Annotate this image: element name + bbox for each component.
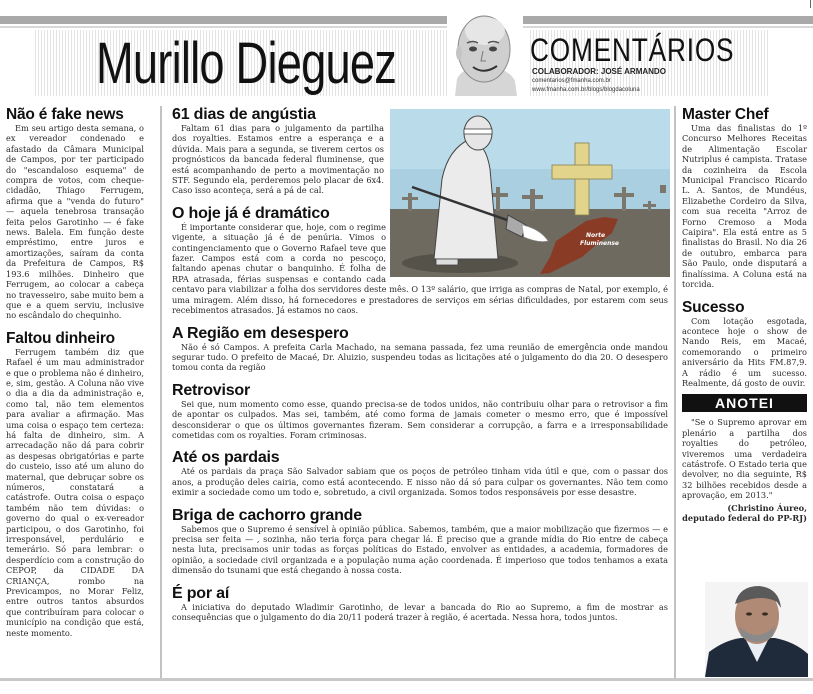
article-retrovisor xyxy=(172,382,668,441)
column-divider-right xyxy=(674,106,676,678)
header-top-bar xyxy=(0,16,813,24)
columnist-portrait xyxy=(447,9,523,96)
article-ate-os-pardais xyxy=(172,449,668,497)
article-title: Briga de cachorro grande xyxy=(172,506,362,524)
bottom-rule xyxy=(0,678,813,681)
header-top-line xyxy=(0,26,813,28)
article-sucesso xyxy=(682,299,807,389)
columnist-name: Murillo Dieguez xyxy=(96,31,397,96)
article-title: Até os pardais xyxy=(172,449,280,467)
section-title: COMENTÁRIOS xyxy=(530,32,735,68)
blog-link[interactable]: www.fmanha.com.br/blogs/blogdacoluna xyxy=(532,87,640,93)
article-body-text: É importante considerar que, hoje, com o regime vigente, a situação já é de penúria. Vimos o contingenciamento que o Governo Rafael teve que fazer. Campos está com a corda no pescoço, faltando apenas chutar o banquinho. É folha de RPA atrasada, férias suspensas e contando cada centavo para viabilizar a folha dos servidores deste mês. O 13º salário, que irriga as compras de Natal, por exemplo, é uma miragem. Além disso, há fornecedores e prestadores de serviços em sérias dificuldades, por estarem com seus recebimentos atrasados. Já estamos no caos. xyxy=(172,221,668,316)
quote-text: "Se o Supremo aprovar em plenário a partilha dos royalties do petróleo, viveremos uma verdadeira catástrofe. O Estado teria que devolver, no dia seguinte, R$ 32 bilhões recebidos desde a aprovação, em 2013." xyxy=(682,417,808,501)
contact-email[interactable]: comentarios@fmanha.com.br xyxy=(532,78,611,84)
article-title: É por aí xyxy=(172,584,230,602)
left-column xyxy=(6,106,144,647)
article-faltou-dinheiro xyxy=(6,330,144,638)
deputy-photo xyxy=(705,582,808,677)
map-label: Fluminense xyxy=(580,240,619,247)
article-regiao xyxy=(172,325,668,373)
editorial-cartoon xyxy=(390,109,670,277)
article-title: 61 dias de angústia xyxy=(172,106,316,123)
anotei-quote xyxy=(682,417,807,523)
article-briga xyxy=(172,507,668,576)
article-title: Não é fake news xyxy=(6,106,124,123)
column-divider-left xyxy=(160,106,162,678)
map-label: Norte xyxy=(586,232,606,239)
article-body: Com lotação esgotada, acontece hoje o show de Nando Reis, em Macaé, comemorando o primeiro aniversário da Hits FM.87,9. A rádio é um sucesso. Realmente, dá gosto de ouvir. xyxy=(682,315,807,388)
article-title: Master Chef xyxy=(682,106,769,123)
article-body: Até os pardais da praça São Salvador sabiam que os poços de petróleo tinham vida útil e que, com o passar dos anos, a produção deles cairia, como está acontecendo. E nisso não dá só para culpar os governantes. Não tem como eximir a sociedade como um todo e, sobretudo, a civil organizada. Somos todos responsáveis por esse desastre. xyxy=(172,466,668,498)
article-body: Uma das finalistas do 1º Concurso Melhores Receitas de Alimentação Escolar Nutriplus é campista. Tratase da cozinheira da Escola Municipal Francisco Ricardo L. A. Santos, de Mundéus, Elizabethe Cordeiro da Silva, com sua receita "Arroz de Forno Cremoso a Moda Caipira". Ela está entre as 5 finalistas do Brasil. No dia 26 de outubro, embarca para São Paulo, onde disputará a finalíssima. A Coluna está na torcida. xyxy=(682,123,807,290)
article-title: Sucesso xyxy=(682,298,745,316)
article-body: Não é só Campos. A prefeita Carla Machado, na semana passada, fez uma reunião de emergência onde mandou segurar tudo. O prefeito de Macaé, Dr. Aluizio, suspendeu todas as licitações até o julgamento do dia 20. O desespero tomou conta da região xyxy=(172,341,668,373)
article-master-chef xyxy=(682,106,807,290)
article-61-dias xyxy=(172,106,384,196)
article-title: Faltou dinheiro xyxy=(6,329,115,347)
crop-mark xyxy=(810,0,811,8)
article-nao-e-fake-news xyxy=(6,106,144,321)
article-title: O hoje já é dramático xyxy=(172,204,330,222)
article-title: Retrovisor xyxy=(172,381,251,399)
right-column xyxy=(682,106,807,523)
article-title: A Região em desespero xyxy=(172,324,349,342)
article-body: Faltam 61 dias para o julgamento da partilha dos royalties. Estamos entre a esperança e a dúvida. Mais para a segunda, se tiverem certos os prognósticos da bancada federal fluminense, que está acompanhando de perto a movimentação no STF. Segundo ela, perderemos pelo placar de 6x4. Caso isso aconteça, será a pá de cal. xyxy=(172,123,384,196)
anotei-banner: ANOTEI xyxy=(682,394,807,412)
article-body: Sabemos que o Supremo é sensível à opinião pública. Sabemos, também, que a maior mobilização que fizermos — e precisa ser feita — , sozinha, não teria força para chegar lá. É preciso que a grande mídia do Rio entre de cabeça nesta luta, precisamos unir todas as forças políticas do Estado, envolver as entidades, a academia, formadores de opinião, a sociedade civil organizada e a população numa ação coordenada. É imperioso que todos tenhamos a exata dimensão do tsunami que está chegando à nossa costa. xyxy=(172,523,668,576)
article-e-por-ai xyxy=(172,585,668,623)
article-body: Ferrugem também diz que Rafael é um mau administrador e que o problema não é dinheiro, e, sim, gestão. A Coluna não vive o dia a dia da administração e, como tal, não tem elementos para avaliar a afirmação. Mas uma coisa o espaço tem certeza: há falta de dinheiro, sim. A arrecadação não dá para cobrir as despesas obrigatórias e parte do custeio, isso até um aluno do maternal, que debruçar sobre os números, constatará a catástrofe. Outra coisa o espaço também não tem dúvidas: o governo do qual o ex-vereador participou, o dos Garotinho, foi irresponsável, perdulário e temerário. Só para lembrar: o desperdício com a construção do CEPOP, da CIDADE DA CRIANÇA, rombo na Previcampos, no Morar Feliz, entre outros tantos absurdos que contribuíram para colocar o município na condição que está, neste momento. xyxy=(6,346,144,638)
article-body: A iniciativa do deputado Wladimir Garotinho, de levar a bancada do Rio ao Supremo, a fim de mostrar as consequências que o julgamento do dia 20/11 poderá trazer à região, é acertada. Nessa hora, todos juntos. xyxy=(172,601,668,622)
quote-credit: (Christino Áureo, deputado federal do PP-RJ) xyxy=(682,502,807,523)
collaborator-credit: COLABORADOR: JOSÉ ARMANDO xyxy=(532,67,666,76)
article-body: Sei que, num momento como esse, quando precisa-se de todos unidos, não contribuiu olhar para o retrovisor a fim de apontar os culpados. Mas sei, também, até como forma de jamais cometer o mesmo erro, que é impossível desconsiderar o que os últimos governantes fizeram. Sem considerar a corrupção, a farra e a irresponsabilidade cometidas com os royalties. Foram criminosas. xyxy=(172,398,668,440)
article-body: Em seu artigo desta semana, o ex vereador condenado e afastado da Câmara Municipal de Campos, por ter participado do "escandaloso esquema" de compra de votos, com cheque-cidadão, Thiago Ferrugem, afirma que a "venda do futuro" — aquela tenebrosa transação feita pelos Garotinho — é fake news. Balela. Em função deste empréstimo, entre juros e amortizações, saíram da conta da Prefeitura de Campos, R$ 193.6 milhões. Dinheiro que Ferrugem, ao colocar a cabeça no travesseiro, sabe muito bem a que e a quem serviu, inclusive no escândalo do chequinho. xyxy=(6,123,144,321)
